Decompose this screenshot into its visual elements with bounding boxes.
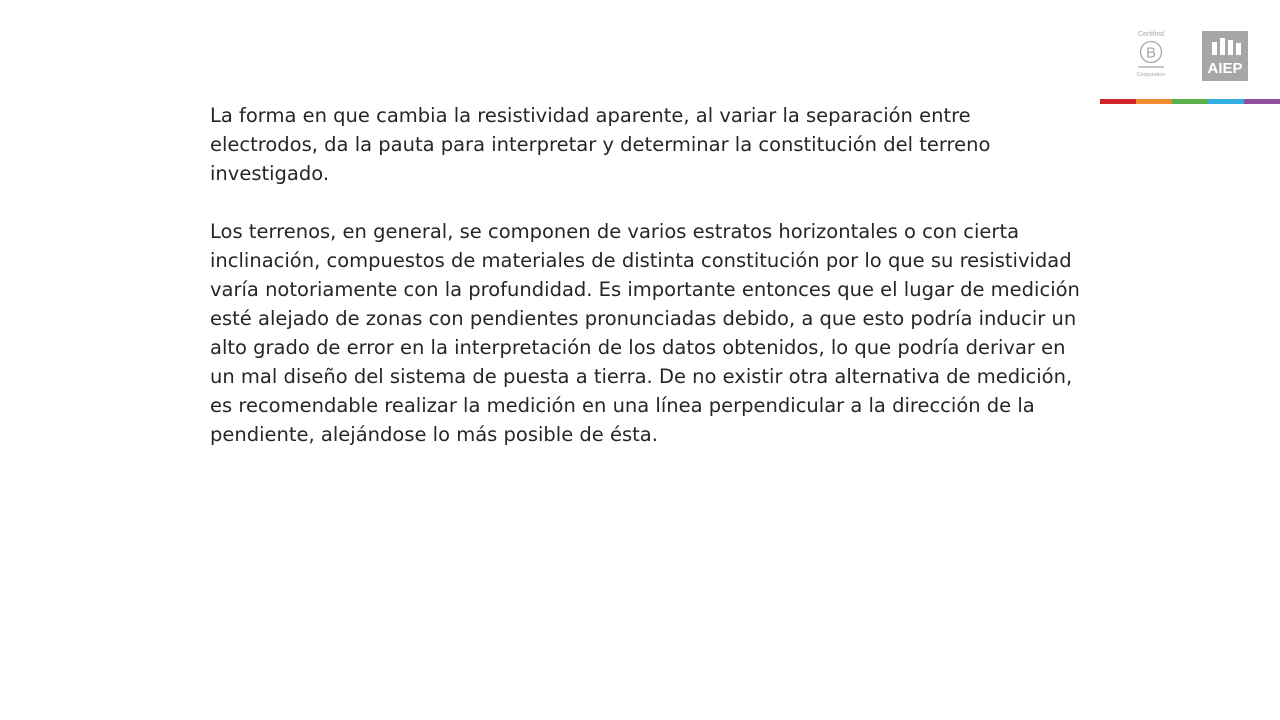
body-text <box>210 101 1080 449</box>
color-bar-purple <box>1244 99 1280 104</box>
color-bar-blue <box>1208 99 1244 104</box>
b-corp-logo <box>1131 28 1171 84</box>
color-bar-orange <box>1136 99 1172 104</box>
svg-text:Corporation: Corporation <box>1136 72 1166 78</box>
aiep-logo <box>1202 31 1248 81</box>
brand-color-bar <box>1100 99 1280 104</box>
color-bar-green <box>1172 99 1208 104</box>
svg-text:Certified: Certified <box>1137 31 1165 38</box>
paragraph-resistivity-interpretation: La forma en que cambia la resistividad aparente, al variar la separación entre electrodos, da la pauta para interpretar y determinar la constitución del terreno investigado. <box>210 104 991 185</box>
color-bar-red <box>1100 99 1136 104</box>
svg-text:AIEP: AIEP <box>1207 60 1243 77</box>
svg-text:B: B <box>1145 44 1157 62</box>
paragraph-terrain-strata: Los terrenos, en general, se componen de varios estratos horizontales o con cierta inclinación, compuestos de materiales de distinta constitución por lo que su resistividad varía notoriamente con la profundidad. Es importante entonces que el lugar de medición esté alejado de zonas con pendientes pronunciadas debido, a que esto podría inducir un alto grado de error en la interpretación de los datos obtenidos, lo que podría derivar en un mal diseño del sistema de puesta a tierra. De no existir otra alternativa de medición, es recomendable realizar la medición en una línea perpendicular a la dirección de la pendiente, alejándose lo más posible de ésta. <box>210 220 1080 446</box>
